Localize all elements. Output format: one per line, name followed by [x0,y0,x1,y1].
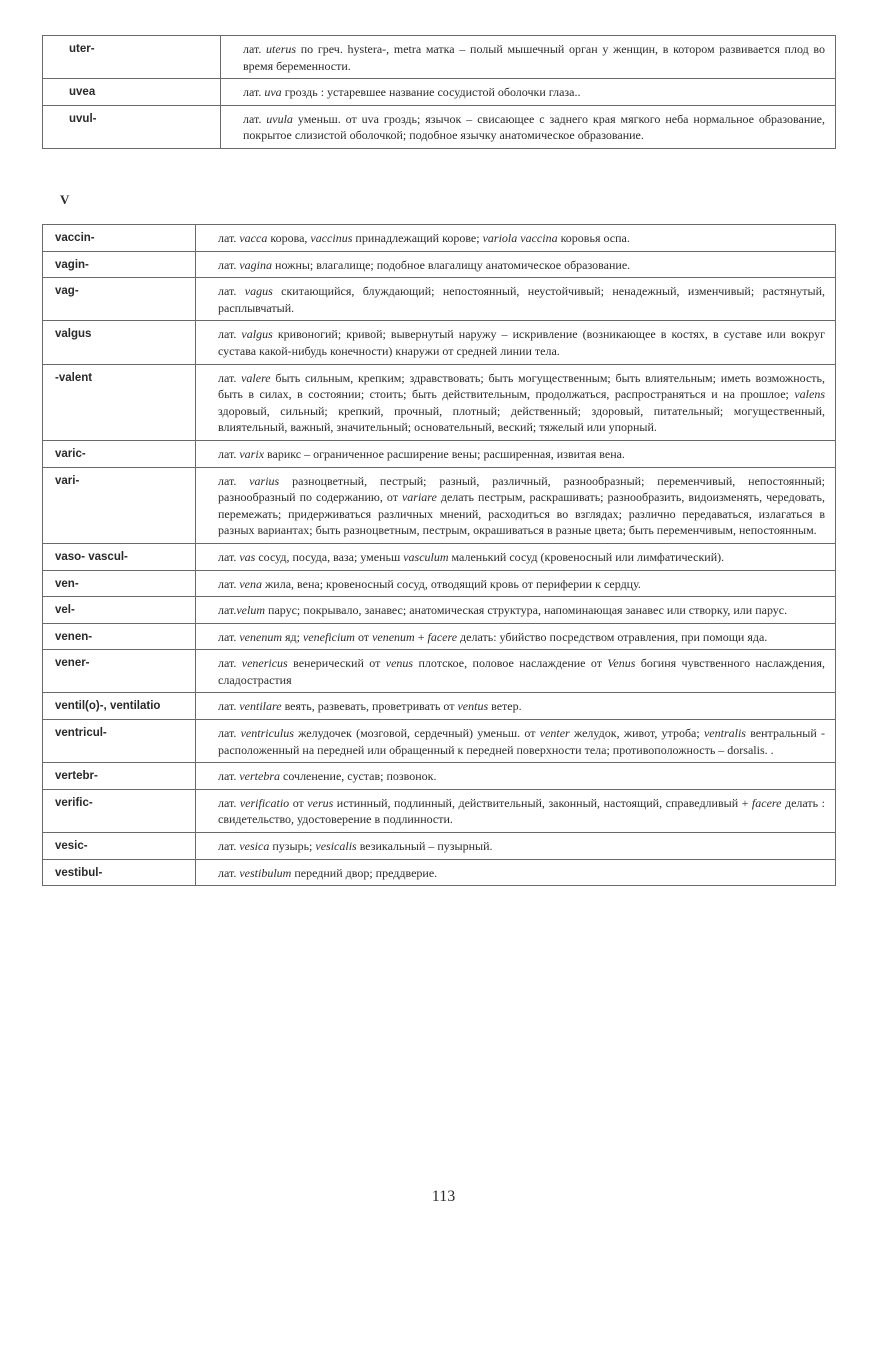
latin-term: uterus [266,42,297,56]
definition-text: лат. [218,656,242,671]
definition-text: венерический от [287,656,386,671]
definition-cell [196,543,836,570]
definition-text: жила, вена; кровеносный сосуд, отводящий кровь от периферии к сердцу. [262,576,641,591]
definition-text: передний двор; преддверие. [291,865,438,880]
table-row [43,440,836,467]
table-row [43,105,836,148]
table-row [43,321,836,364]
definition-cell [196,650,836,693]
term-cell: vagin- [43,251,196,278]
table-row [43,467,836,543]
definition-text: ветер. [488,699,522,714]
term-cell: uvul- [43,105,221,148]
definition-text: делать : свидетельство, удостоверение в подлинности. [218,795,825,827]
latin-term: varius [249,473,280,488]
term-cell: vestibul- [43,859,196,886]
latin-term: Venus [607,656,636,671]
definition-text: вентральный - расположенный на передней или обращенный к передней поверхности тела; противоположность – dorsalis. . [218,726,825,757]
term-cell: vertebr- [43,763,196,790]
table-row [43,570,836,597]
term-cell: ventil(o)-, ventilatio [43,693,196,720]
latin-term: veneficium [302,629,355,644]
definition-cell [196,251,836,278]
table-row [43,79,836,106]
term-cell: venen- [43,623,196,650]
latin-term: facere [427,629,458,644]
definition-cell [196,321,836,364]
definition-text: разноцветный, пестрый; разный, различный, разнообразный; переменчивый, непостоянный; разнообразный по содержанию, от [218,473,825,505]
definition-cell [196,833,836,860]
table-row [43,543,836,570]
definition-text: лат. [243,42,267,56]
definition-cell [196,720,836,763]
definition-text: быть сильным, крепким; здравствовать; быть могущественным; быть влиятельным; иметь возможность, быть в силах, в состоянии; стоить; быть действительным, продолжаться, распространяться и на прошлое; [218,370,825,402]
table-row [43,225,836,252]
latin-term: valere [241,370,271,385]
latin-term: vas [239,549,256,564]
definition-cell [196,570,836,597]
definition-text: лат. [218,603,237,618]
definition-text: от [289,795,308,810]
table-row [43,833,836,860]
definition-text: лат. [218,257,240,272]
term-cell: vari- [43,467,196,543]
latin-term: vagus [244,284,273,299]
latin-term: vesicalis [315,839,357,854]
term-cell: vaso- vascul- [43,543,196,570]
term-cell: vel- [43,597,196,624]
latin-term: venenum [372,629,415,644]
latin-term: ventriculus [240,726,294,741]
table-row [43,650,836,693]
term-cell: -valent [43,364,196,440]
definition-text: делать: убийство посредством отравления, при помощи яда. [457,629,768,644]
definition-text: лат. [218,865,240,880]
term-cell: uvea [43,79,221,106]
definition-text: здоровый, сильный; крепкий, прочный, плотный; действенный; здоровый, питательный; могущественный, влиятельный, важный, значительный; основательный, веский; тяжелый или упорный. [218,403,825,435]
definition-text: желудочек (мозговой, сердечный) уменьш. от [293,726,540,741]
definition-text: лат. [218,284,245,299]
definition-text: кривоногий; кривой; вывернутый наружу – искривление (возникающее в костях, в суставе или вокруг сустава какой-нибудь конечности) кнаружи от средней линии тела. [218,327,825,358]
definition-cell [196,440,836,467]
latin-term: vena [239,576,263,591]
latin-term: valgus [241,327,273,342]
definition-cell [196,467,836,543]
latin-term: vacca [239,231,268,245]
latin-term: vesica [239,839,270,854]
latin-term: vasculum [403,549,449,564]
definition-text: лат. [218,576,240,591]
table-row [43,763,836,790]
latin-term: variare [401,490,437,505]
latin-term: uvula [266,111,293,126]
definition-text: лат. [218,839,240,854]
latin-term: verificatio [239,795,290,810]
term-cell: vener- [43,650,196,693]
latin-term: vagina [239,257,273,272]
table-row [43,251,836,278]
latin-term: venericus [241,656,288,671]
definition-text: уменьш. от uva гроздь; язычок – свисающее с заднего края мягкого неба нормальное образование, покрытое слизистой оболочкой; подобное язычку анатомическое образование. [243,111,825,143]
definition-cell [221,79,836,106]
term-cell: ven- [43,570,196,597]
definition-cell [196,763,836,790]
definition-text: лат. [218,231,240,245]
definition-text: варикс – ограниченное расширение вены; расширенная, извитая вена. [264,446,625,461]
latin-term: vertebra [239,769,281,784]
definition-text: лат. [218,795,240,810]
latin-term: ventilare [239,699,282,714]
term-cell: verific- [43,789,196,832]
latin-term: facere [751,795,782,810]
definition-text: сосуд, посуда, ваза; уменьш [255,549,404,564]
definition-cell [196,278,836,321]
table-row [43,36,836,79]
definition-text: яд; [282,629,303,644]
definition-text: веять, развевать, проветривать от [281,699,458,714]
definition-text: парус; покрывало, занавес; анатомическая структура, напоминающая занавес или створку, или парус. [265,603,788,618]
latin-term: variola vaccina [482,231,558,245]
term-cell: vaccin- [43,225,196,252]
definition-cell [196,623,836,650]
latin-term: ventus [457,699,489,714]
definition-text: лат. [218,473,250,488]
term-cell: valgus [43,321,196,364]
definition-text: скитающийся, блуждающий; непостоянный, неустойчивый; ненадежный, изменчивый; растянутый, расплывчатый. [218,284,825,315]
definition-text: лат. [218,549,240,564]
definition-cell [196,693,836,720]
definition-text: лат. [218,726,241,741]
table-row [43,859,836,886]
definition-text: везикальный – пузырный. [356,839,493,854]
definition-text: по греч. hystera-, metra матка – полый мышечный орган у женщин, в котором развивается плод во время беременности. [243,42,825,73]
latin-term: vestibulum [239,865,292,880]
definition-text: лат. [243,85,265,100]
definition-text: сочленение, сустав; позвонок. [280,769,437,784]
definition-cell [196,789,836,832]
latin-term: vaccinus [310,231,353,245]
latin-term: uva [264,85,282,100]
definition-cell [221,105,836,148]
page-number: 113 [431,1188,456,1205]
definition-cell [196,364,836,440]
dictionary-table-v [42,224,836,886]
definition-text: коровья оспа. [557,231,630,245]
definition-text: желудок, живот, утроба; [569,726,704,741]
table-row [43,789,836,832]
definition-text: плотское, половое наслаждение от [413,656,608,671]
table-row [43,720,836,763]
table-row [43,597,836,624]
term-cell: uter- [43,36,221,79]
latin-term: velum [236,603,266,618]
definition-text: лат. [218,699,240,714]
latin-term: venenum [239,629,283,644]
latin-term: verus [307,795,334,810]
definition-text: истинный, подлинный, действительный, законный, настоящий, справедливый + [333,795,752,810]
definition-text: лат. [218,629,240,644]
latin-term: ventralis [703,726,746,741]
definition-text: лат. [218,446,240,461]
definition-text: гроздь : устаревшее название сосудистой оболочки глаза.. [281,85,581,100]
table-row [43,693,836,720]
term-cell: vag- [43,278,196,321]
definition-cell [196,225,836,252]
term-cell: vesic- [43,833,196,860]
latin-term: venter [539,726,570,741]
definition-text: лат. [218,769,240,784]
definition-text: богиня чувственного наслаждения, сладострастия [218,656,825,687]
table-row [43,623,836,650]
definition-cell [196,859,836,886]
definition-text: маленький сосуд (кровеносный или лимфатический). [448,549,725,564]
dictionary-table-u [42,35,836,149]
definition-text: делать пестрым, раскрашивать; разнообразить, видоизменять, чередовать, перемежать; придерживаться различных мнений, расходиться во взглядах; различно передаваться, излагаться в разных вариантах; быть разноцветным, пестрым, окрашиваться в разные цвета; быть переменчивым, непостоянным. [218,490,825,538]
definition-text: + [414,629,428,644]
term-cell: ventricul- [43,720,196,763]
definition-text: пузырь; [269,839,316,854]
section-letter: V [60,192,70,207]
table-row [43,364,836,440]
definition-text: ножны; влагалище; подобное влагалищу анатомическое образование. [272,257,631,272]
definition-text: лат. [243,111,267,126]
definition-text: лат. [218,327,242,342]
latin-term: varix [239,446,265,461]
definition-text: от [354,629,373,644]
definition-cell [221,36,836,79]
definition-text: корова, [267,231,311,245]
latin-term: venus [385,656,414,671]
latin-term: valens [794,387,825,402]
term-cell: varic- [43,440,196,467]
definition-cell [196,597,836,624]
definition-text: принадлежащий корове; [352,231,483,245]
definition-text: лат. [218,370,242,385]
table-row [43,278,836,321]
